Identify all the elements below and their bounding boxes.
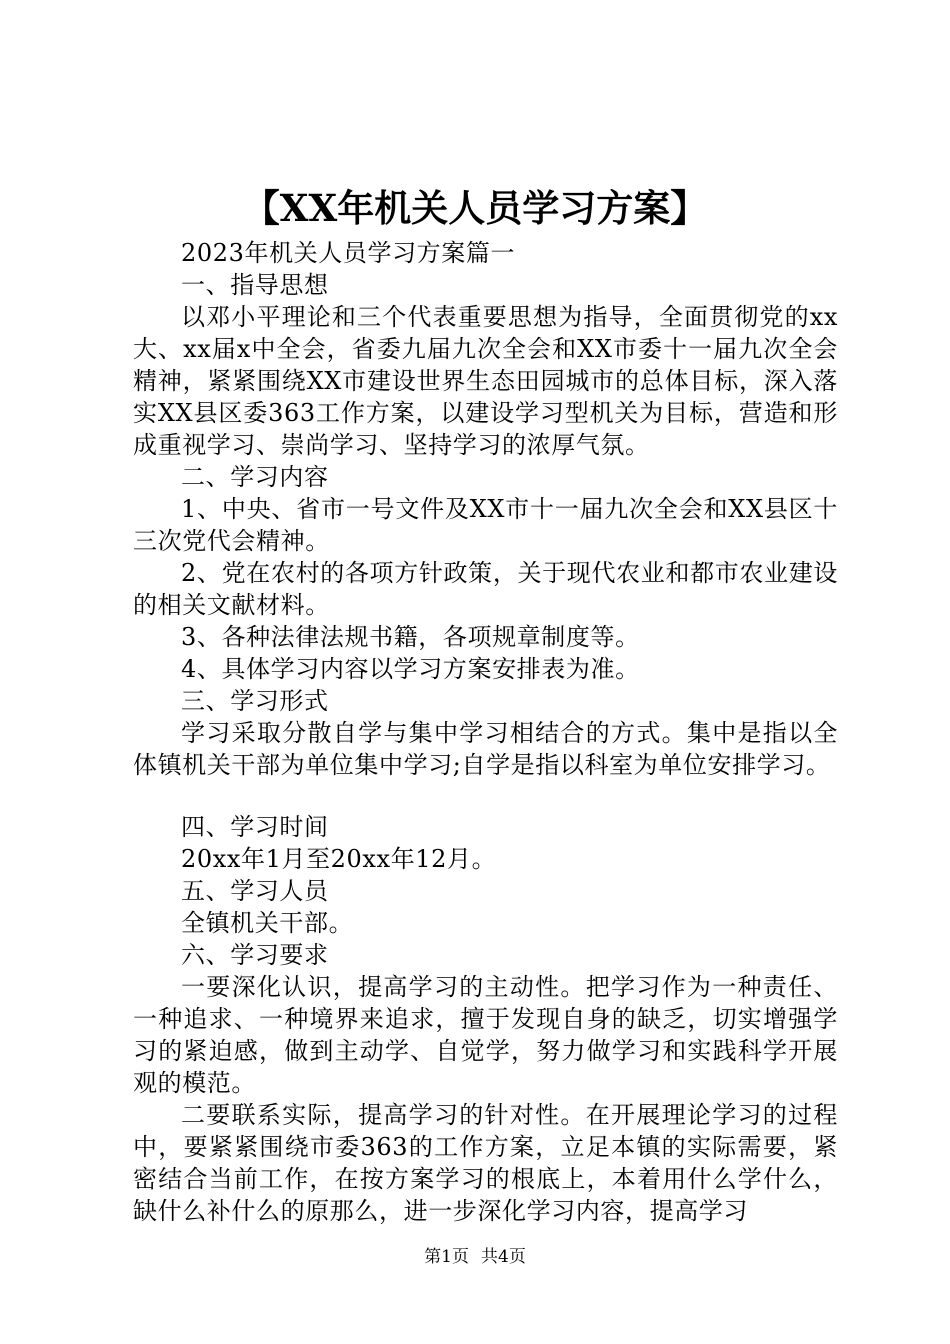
section-heading: 六、学习要求 — [181, 941, 329, 969]
document-title: 【XX年机关人员学习方案】 — [242, 186, 708, 230]
section-heading: 三、学习形式 — [181, 687, 329, 715]
section-heading: 二、学习内容 — [181, 463, 329, 491]
body-paragraph: 二要联系实际，提高学习的针对性。在开展理论学习的过程中，要紧紧围绕市委363的工作方案，立足本镇的实际需要，紧密结合当前工作，在按方案学习的根底上，本着用什么学什么，缺什么补什么的原那么，进一步深化学习内容，提高学习 — [133, 1101, 838, 1225]
body-paragraph: 全镇机关干部。 — [181, 909, 354, 937]
body-paragraph: 一要深化认识，提高学习的主动性。把学习作为一种责任、一种追求、一种境界来追求，擅于发现自身的缺乏，切实增强学习的紧迫感，做到主动学、自觉学，努力做学习和实践科学开展观的模范。 — [133, 973, 838, 1097]
body-paragraph: 20xx年1月至20xx年12月。 — [181, 845, 497, 873]
list-item: 2、党在农村的各项方针政策，关于现代农业和都市农业建设的相关文献材料。 — [133, 559, 838, 619]
section-heading: 一、指导思想 — [181, 271, 329, 299]
body-paragraph: 以邓小平理论和三个代表重要思想为指导，全面贯彻党的xx大、xx届x中全会，省委九届九次全会和XX市委十一届九次全会精神，紧紧围绕XX市建设世界生态田园城市的总体目标，深入落实XX县区委363工作方案，以建设学习型机关为目标，营造和形成重视学习、崇尚学习、坚持学习的浓厚气氛。 — [133, 303, 838, 459]
page-footer — [0, 1245, 950, 1269]
list-item: 1、中央、省市一号文件及XX市十一届九次全会和XX县区十三次党代会精神。 — [133, 495, 838, 555]
section-heading: 四、学习时间 — [181, 813, 329, 841]
section-heading: 五、学习人员 — [181, 877, 329, 905]
body-paragraph: 学习采取分散自学与集中学习相结合的方式。集中是指以全体镇机关干部为单位集中学习;自学是指以科室为单位安排学习。 — [133, 719, 838, 779]
list-item: 4、具体学习内容以学习方案安排表为准。 — [181, 655, 640, 683]
page-number: 第1页 — [424, 1247, 469, 1267]
section-heading: 2023年机关人员学习方案篇一 — [181, 239, 516, 267]
list-item: 3、各种法律法规书籍，各项规章制度等。 — [181, 623, 640, 651]
document-body — [133, 237, 838, 1227]
page-total: 共4页 — [481, 1247, 526, 1267]
